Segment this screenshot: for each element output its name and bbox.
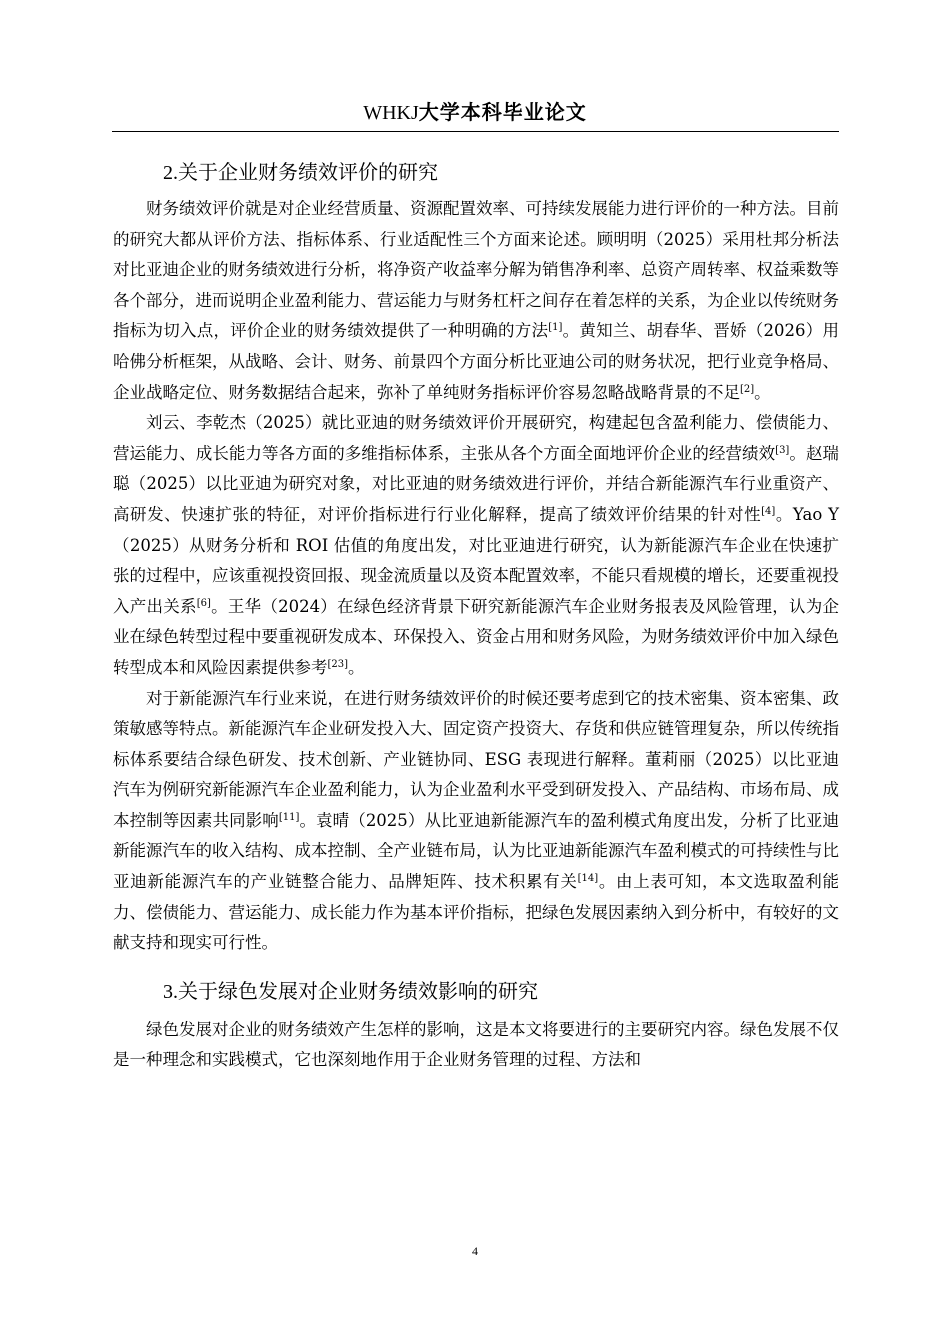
citation: [23]	[327, 658, 349, 670]
page-body	[113, 148, 839, 1076]
text-run: 。Yao Y（2025）从财务分析和 ROI 估值的角度出发，对比亚迪进行研究，认为新能源汽车企业在快速扩张的过程中，应该重视投资回报、现金流质量以及资本配置效率，不能只看规模的增长，还要重视投入产出关系	[113, 504, 840, 616]
header-title: 大学本科毕业论文	[418, 100, 587, 124]
citation: [4]	[761, 505, 776, 517]
header-rule	[112, 131, 839, 132]
section-2-paragraph-1	[113, 194, 839, 408]
section-2-title: 关于企业财务绩效评价的研究	[178, 160, 438, 184]
text-run: 财务绩效评价就是对企业经营质量、资源配置效率、可持续发展能力进行评价的一种方法。目前的研究大都从评价方法、指标体系、行业适配性三个方面来论述。顾明明（2025）采用杜邦分析法对比亚迪企业的财务绩效进行分析，将净资产收益率分解为销售净利率、总资产周转率、权益乘数等各个部分，进而说明企业盈利能力、营运能力与财务杠杆之间存在着怎样的关系，为企业以传统财务指标为切入点，评价企业的财务绩效提供了一种明确的方法	[113, 199, 839, 341]
section-3-number: 3.	[163, 980, 178, 1003]
section-3-heading	[113, 975, 839, 1015]
text-run: 。	[754, 382, 771, 402]
text-run: 。黄知兰、胡春华、晋娇（2026）用哈佛分析框架，从战略、会计、财务、前景四个方面分析比亚迪公司的财务状况，把行业竞争格局、企业战略定位、财务数据结合起来，弥补了单纯财务指标评价容易忽略战略背景的不足	[113, 321, 839, 402]
text-run: 对于新能源汽车行业来说，在进行财务绩效评价的时候还要考虑到它的技术密集、资本密集、政策敏感等特点。新能源汽车企业研发投入大、固定资产投资大、存货和供应链管理复杂，所以传统指标体系要结合绿色研发、技术创新、产业链协同、ESG 表现进行解释。董莉丽（2025）以比亚迪汽车为例研究新能源汽车企业盈利能力，认为企业盈利水平受到研发投入、产品结构、市场布局、成本控制等因素共同影响	[113, 688, 839, 830]
section-3-paragraph-1: 绿色发展对企业的财务绩效产生怎样的影响，这是本文将要进行的主要研究内容。绿色发展不仅是一种理念和实践模式，它也深刻地作用于企业财务管理的过程、方法和	[113, 1019, 839, 1070]
section-2-paragraph-2	[113, 408, 839, 683]
text-run: 刘云、李乾杰（2025）就比亚迪的财务绩效评价开展研究，构建起包含盈利能力、偿债能力、营运能力、成长能力等各方面的多维指标体系，主张从各个方面全面地评价企业的经营绩效	[113, 413, 839, 463]
citation: [3]	[775, 444, 790, 456]
citation: [11]	[278, 811, 300, 823]
header-latin: WHKJ	[363, 102, 419, 124]
page-number: 4	[472, 1244, 478, 1258]
text-run: 。袁晴（2025）从比亚迪新能源汽车的盈利模式角度出发，分析了比亚迪新能源汽车的收入结构、成本控制、全产业链布局，认为比亚迪新能源汽车盈利模式的可持续性与比亚迪新能源汽车的产业链整合能力、品牌矩阵、技术积累有关	[113, 810, 840, 892]
text-run: 。由上表可知，本文选取盈利能力、偿债能力、营运能力、成长能力作为基本评价指标，把绿色发展因素纳入到分析中，有较好的文献支持和现实可行性。	[113, 872, 840, 953]
section-3-title: 关于绿色发展对企业财务绩效影响的研究	[178, 978, 538, 1003]
citation: [2]	[740, 383, 755, 395]
text-run: 。	[348, 657, 365, 677]
citation: [6]	[196, 597, 211, 609]
text-run: 。王华（2024）在绿色经济背景下研究新能源汽车企业财务报表及风险管理，认为企业在绿色转型过程中要重视研发成本、环保投入、资金占用和财务风险，为财务绩效评价中加入绿色转型成本和风险因素提供参考	[113, 596, 839, 677]
text-run: 。赵瑞聪（2025）以比亚迪为研究对象，对比亚迪的财务绩效进行评价，并结合新能源汽车行业重资产、高研发、快速扩张的特征，对评价指标进行行业化解释，提高了绩效评价结果的针对性	[113, 443, 840, 524]
section-2-number: 2.	[163, 162, 178, 184]
section-2-paragraph-3	[113, 684, 839, 959]
section-2-heading	[113, 148, 839, 194]
citation: [1]	[548, 322, 563, 334]
page-header	[0, 96, 950, 125]
citation: [14]	[577, 873, 599, 885]
